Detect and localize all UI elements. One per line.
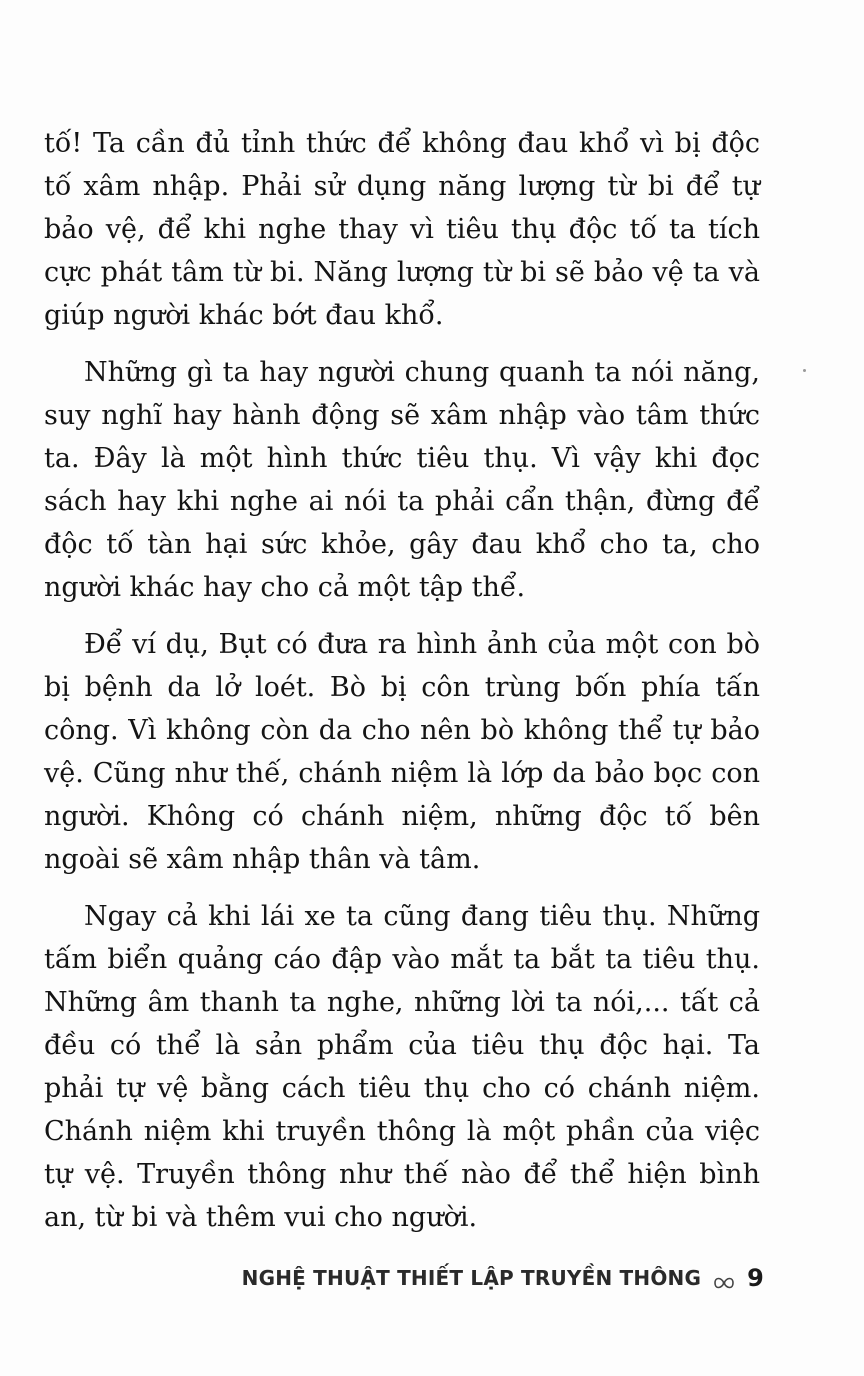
book-title: NGHỆ THUẬT THIẾT LẬP TRUYỀN THÔNG — [241, 1266, 702, 1290]
paragraph: Để ví dụ, Bụt có đưa ra hình ảnh của một con bò bị bệnh da lở loét. Bò bị côn trùng bốn phía tấn công. Vì không còn da cho nên bò không thể tự bảo vệ. Cũng như thế, chánh niệm là lớp da bảo bọc con người. Không có chánh niệm, những độc tố bên ngoài sẽ xâm nhập thân và tâm. — [44, 629, 760, 875]
body-text — [44, 122, 760, 1253]
running-footer — [242, 1264, 764, 1292]
paragraph: Ngay cả khi lái xe ta cũng đang tiêu thụ. Những tấm biển quảng cáo đập vào mắt ta bắt ta tiêu thụ. Những âm thanh ta nghe, những lời ta nói,... tất cả đều có thể là sản phẩm của tiêu thụ độc hại. Ta phải tự vệ bằng cách tiêu thụ cho có chánh niệm. Chánh niệm khi truyền thông là một phần của việc tự vệ. Truyền thông như thế nào để thể hiện bình an, từ bi và thêm vui cho người. — [44, 901, 760, 1233]
paragraph-continuation: tố! Ta cần đủ tỉnh thức để không đau khổ vì bị độc tố xâm nhập. Phải sử dụng năng lượng từ bi để tự bảo vệ, để khi nghe thay vì tiêu thụ độc tố ta tích cực phát tâm từ bi. Năng lượng từ bi sẽ bảo vệ ta và giúp người khác bớt đau khổ. — [44, 128, 760, 331]
scan-speck — [803, 369, 806, 372]
knot-ornament-icon — [713, 1271, 735, 1285]
page-number: 9 — [747, 1264, 764, 1292]
paragraph: Những gì ta hay người chung quanh ta nói năng, suy nghĩ hay hành động sẽ xâm nhập vào tâm thức ta. Đây là một hình thức tiêu thụ. Vì vậy khi đọc sách hay khi nghe ai nói ta phải cẩn thận, đừng để độc tố tàn hại sức khỏe, gây đau khổ cho ta, cho người khác hay cho cả một tập thể. — [44, 357, 760, 603]
